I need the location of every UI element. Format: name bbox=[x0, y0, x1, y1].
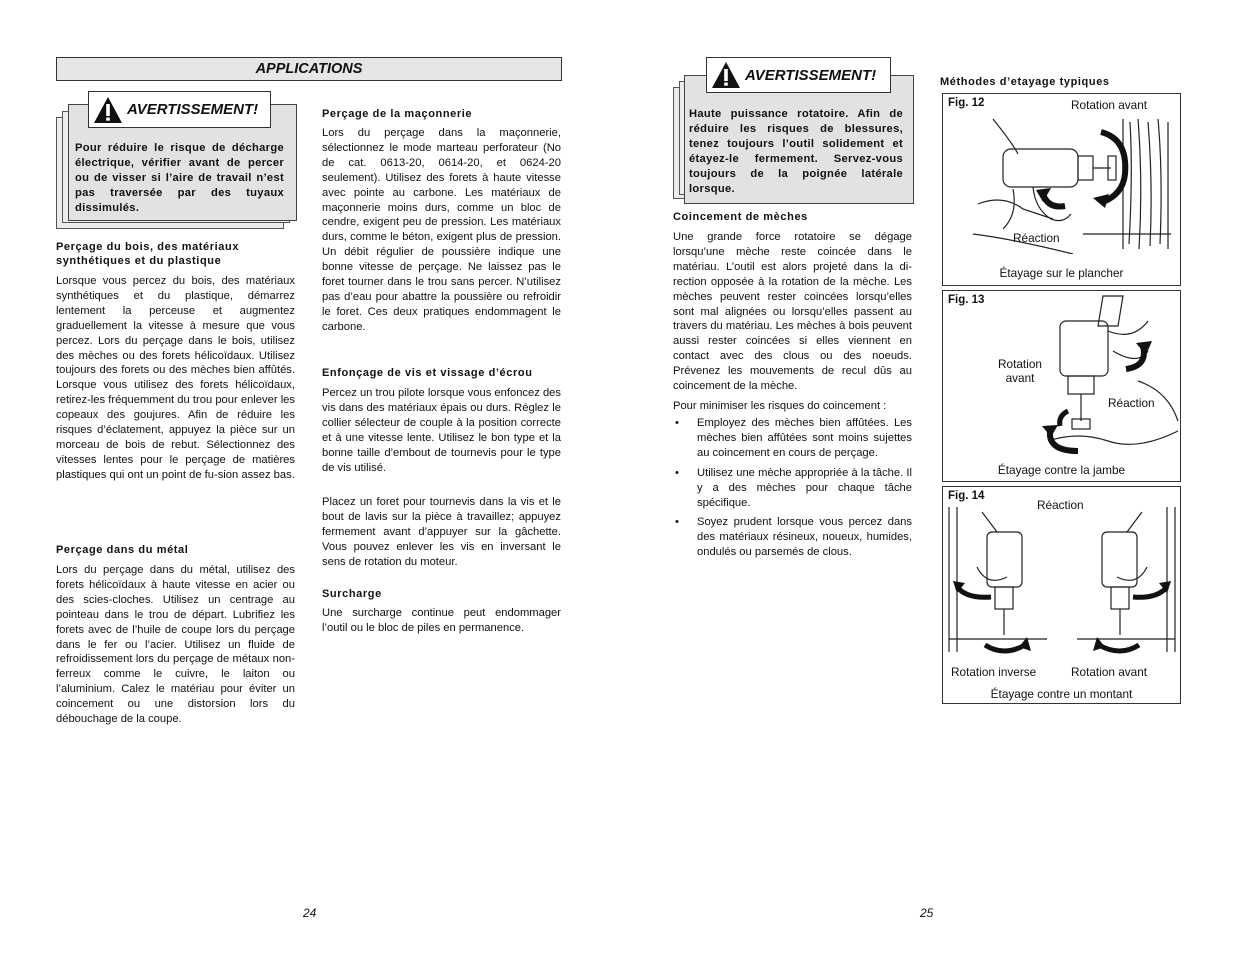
screws-text-2: Placez un foret pour tournevis dans la vis et le bout de lavis sur la pièce à travaillez; appuyez fermement avant d’appuyer sur la gâchette. Vous pouvez enlever les vis en inversant le sens de rotation du moteur. bbox=[322, 496, 561, 568]
fig12-rotation-label: Rotation avant bbox=[1071, 98, 1148, 112]
binding-text: Une grande force rotatoire se dégage lorsqu’une mèche reste coincée dans le matériau. L’outil est alors projeté dans la di-rection opposée à la rotation de la mèche. Les mèches peuvent rester coincées lorsqu’elles sont mal alignées ou lorsqu’elles passent au travers du matériau. Les mèches à bois peuvent aussi rester coincées si elles viennent en contact avec des clous ou des noeuds. Prévenez les mouvements de recul dûs au coincement de la mèche. bbox=[673, 231, 912, 393]
fig14-reaction-label: Réaction bbox=[1037, 498, 1084, 512]
fig13-illustration bbox=[1038, 291, 1180, 461]
fig14-rotation-reverse-label: Rotation inverse bbox=[951, 665, 1037, 679]
fig14-label: Fig. 14 bbox=[948, 490, 985, 502]
wood-heading: Perçage du bois, des matériaux synthétiques et du plastique bbox=[56, 241, 240, 267]
overload-text: Une surcharge continue peut endommager l’outil ou le bloc de piles en permanence. bbox=[322, 607, 561, 634]
fig13-label: Fig. 13 bbox=[948, 294, 985, 306]
minimize-text: Pour minimiser les risques do coincement : bbox=[673, 400, 887, 412]
applications-banner bbox=[56, 57, 562, 81]
bullet-item: • Utilisez une mèche appropriée à la tâche. Il y a des mèches pour chaque tâche spécifique. bbox=[673, 466, 912, 511]
fig14-illustration bbox=[947, 507, 1177, 667]
warning-title: AVERTISSEMENT! bbox=[127, 101, 259, 118]
screws-text-1: Percez un trou pilote lorsque vous enfoncez des vis dans des matériaux épais ou durs. Réglez le collier sélecteur de couple à la position correcte et à une vitesse lente. Utilisez le bon type et la bonne taille d’embout de tournevis pour le type de vis utilisé. bbox=[322, 387, 561, 474]
metal-text: Lors du perçage dans du métal, utilisez des forets hélicoïdaux à haute vitesse en acier ou des scies-cloches. Utilisez un centrage au pointeau dans le trou de départ. Lubrifiez les forets avec de l’huile de coupe lors du perçage dans le fer ou l’acier. Utilisez un fluide de refroidissement lors du perçage de métaux non-ferreux comme le cuivre, le laiton ou l’aluminium. Calez le matériau pour éviter un coincement ou une distorsion lors du débouchage de la coupe. bbox=[56, 564, 295, 726]
wood-text: Lorsque vous percez du bois, des matériaux synthétiques et du plastique, démarrez lentement la perceuse et augmentez graduellement la vitesse à mesure que vous percez. Lors du perçage dans le bois, utilisez des mèches ou des forets hélicoïdaux. Utilisez toujours des forets ou des mèches bien affûtés. Lorsque vous utilisez des forets hélicoïdaux, retirez-les fréquemment du trou pour enlever les copeaux des goujures. Afin de réduire les risques d’éclatement, appuyez la pièce sur un morceau de bois de rebut. Sélectionnez des vitesses lentes pour le perçage de matières plastiques qui ont un point de fu-sion assez bas. bbox=[56, 275, 295, 481]
fig12-illustration bbox=[973, 114, 1173, 254]
page-number-left: 24 bbox=[303, 906, 317, 920]
binding-heading: Coincement de mèches bbox=[673, 211, 808, 223]
fig13-rotation-line2: avant bbox=[1005, 371, 1035, 385]
fig12-reaction-label: Réaction bbox=[1013, 231, 1060, 245]
figure-12 bbox=[942, 93, 1181, 286]
overload-heading: Surcharge bbox=[322, 588, 382, 600]
fig14-rotation-forward-label: Rotation avant bbox=[1071, 665, 1148, 679]
fig13-reaction-label: Réaction bbox=[1108, 396, 1155, 410]
fig13-caption: Étayage contre la jambe bbox=[997, 463, 1126, 477]
bullet-item: • Soyez prudent lorsque vous percez dans des matériaux résineux, noueux, humides, ondulés ou parsemés de clous. bbox=[673, 515, 912, 560]
masonry-text: Lors du perçage dans la maçonnerie, sélectionnez le mode marteau perforateur (No de cat. 0613-20, 0614-20, et 0624-20 seulement). Utilisez des forets à haute vitesse avec pointe au carbone. Les matériaux de maçonnerie moins durs, comme un bloc de cendre, exigent peu de pression. Les matériaux durs, comme le béton, exigent plus de pression. Un débit régulier de poussière indique une bonne vitesse de perçage. Ne laissez pas le foret tourner dans le trou sans percer. N’utilisez pas d’eau pour abattre la poussière ou refroidir le foret. Ces deux pratiques endommagent le carbone. bbox=[322, 127, 561, 333]
fig12-label: Fig. 12 bbox=[948, 97, 985, 109]
binding-bullet-list bbox=[673, 416, 912, 565]
methods-heading: Méthodes d’etayage typiques bbox=[940, 76, 1110, 88]
fig14-caption: Étayage contre un montant bbox=[990, 687, 1133, 701]
masonry-heading: Perçage de la maçonnerie bbox=[322, 108, 473, 120]
bullet-item: • Employez des mèches bien affûtées. Les mèches bien affûtées sont moins sujettes au coincement en cours de perçage. bbox=[673, 416, 912, 461]
figure-13 bbox=[942, 290, 1181, 482]
figure-14 bbox=[942, 486, 1181, 704]
warning-triangle-icon bbox=[93, 96, 123, 124]
warning-tab bbox=[706, 57, 891, 93]
applications-title: APPLICATIONS bbox=[255, 61, 363, 77]
fig12-caption: Étayage sur le plancher bbox=[999, 266, 1124, 280]
warning-text: Pour réduire le risque de décharge électrique, vérifier avant de percer ou de visser si l’aire de travail n’est pas traversée par des tuyaux dissimulés. bbox=[75, 142, 284, 214]
warning-tab bbox=[88, 91, 271, 128]
warning-text: Haute puissance rotatoire. Afin de réduire les risques de blessures, tenez toujours l’outil solidement et étayez-le fermement. Servez-vous toujours de la poignée latérale lorsque. bbox=[689, 108, 903, 195]
warning-triangle-icon bbox=[711, 61, 741, 89]
page-number-right: 25 bbox=[920, 906, 934, 920]
fig13-rotation-line1: Rotation bbox=[998, 357, 1042, 371]
metal-heading: Perçage dans du métal bbox=[56, 544, 189, 556]
warning-title: AVERTISSEMENT! bbox=[745, 66, 877, 84]
screws-heading: Enfonçage de vis et vissage d’écrou bbox=[322, 367, 533, 379]
